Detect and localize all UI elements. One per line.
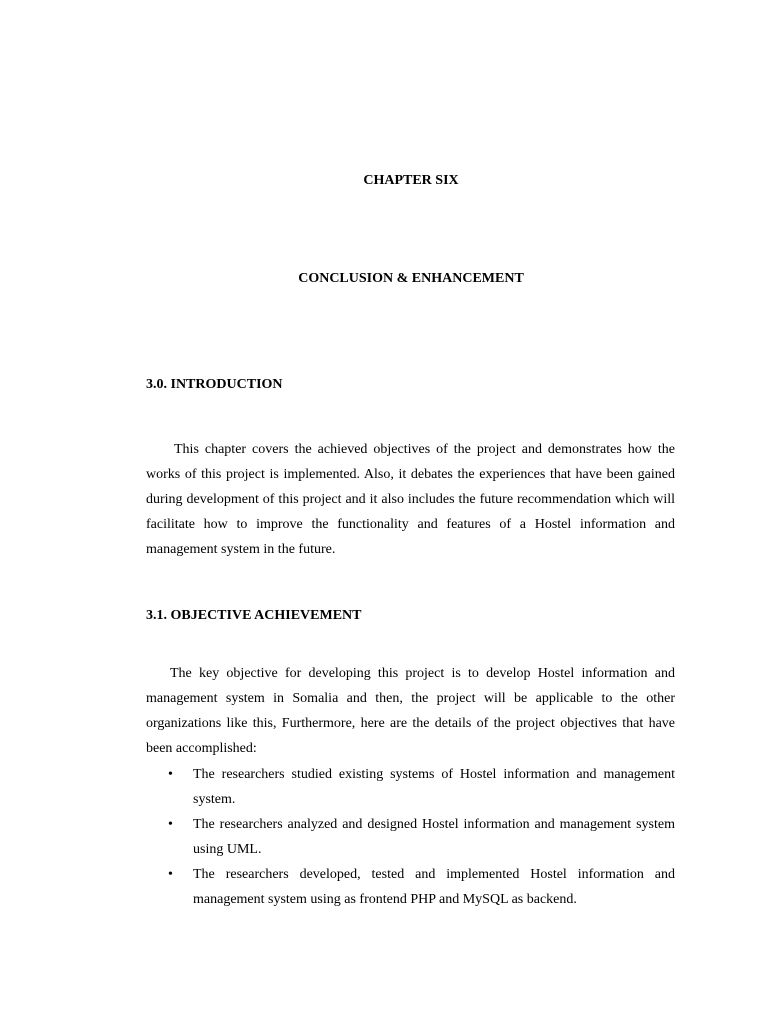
chapter-title: CHAPTER SIX bbox=[363, 173, 459, 188]
list-item-text: The researchers studied existing systems of Hostel information and management system. bbox=[193, 767, 675, 807]
bullet-icon: • bbox=[168, 817, 173, 832]
list-item bbox=[146, 862, 675, 912]
list-item-text: The researchers developed, tested and implemented Hostel information and management system using as frontend PHP and MySQL as backend. bbox=[193, 867, 675, 907]
bullet-icon: • bbox=[168, 767, 173, 782]
list-item-text: The researchers analyzed and designed Hostel information and management system using UML. bbox=[193, 817, 675, 857]
section-heading-introduction: 3.0. INTRODUCTION bbox=[146, 377, 283, 392]
list-item bbox=[146, 762, 675, 812]
chapter-subtitle: CONCLUSION & ENHANCEMENT bbox=[298, 271, 524, 286]
list-item bbox=[146, 812, 675, 862]
section-heading-objective-achievement: 3.1. OBJECTIVE ACHIEVEMENT bbox=[146, 608, 362, 623]
introduction-paragraph: This chapter covers the achieved objectives of the project and demonstrates how the works of this project is implemented. Also, it debates the experiences that have been gained during development of this project and it also includes the future recommendation which will facilitate how to improve the functionality and features of a Hostel information and management system in the future. bbox=[146, 442, 675, 557]
bullet-icon: • bbox=[168, 867, 173, 882]
objectives-list bbox=[146, 762, 675, 912]
objective-paragraph: The key objective for developing this project is to develop Hostel information and management system in Somalia and then, the project will be applicable to the other organizations like this, Furthermore, here are the details of the project objectives that have been accomplished: bbox=[146, 666, 675, 756]
